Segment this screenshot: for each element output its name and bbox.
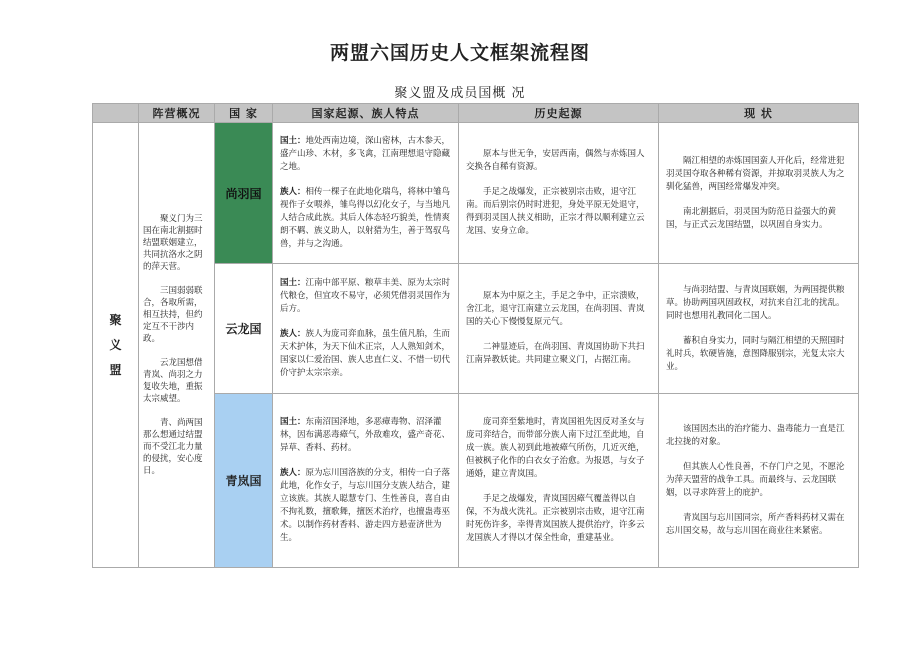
header-camp-overview: 阵营概况 bbox=[139, 104, 215, 123]
origin-cell bbox=[273, 394, 459, 568]
header-blank bbox=[93, 104, 139, 123]
country-name-yunlong: 云龙国 bbox=[215, 264, 273, 394]
alliance-overview-cell bbox=[139, 123, 215, 568]
overview-paragraph: 云龙国想借青岚、尚羽之力复收失地，重振太宗威望。 bbox=[143, 358, 203, 404]
history-paragraph: 手足之战爆发，青岚国因瘴气覆盖得以自保，不为战火洗礼。正宗被别宗击败，退守江南时死伤许多，幸得青岚国族人提供治疗，许多云龙国族人才得以才保全性命，重建基业。 bbox=[466, 494, 645, 543]
alliance-name-cell bbox=[93, 123, 139, 568]
header-history: 历史起源 bbox=[459, 104, 659, 123]
header-current-status: 现 状 bbox=[659, 104, 859, 123]
current-cell bbox=[659, 123, 859, 264]
origin-paragraph bbox=[280, 467, 451, 545]
country-name-qinglan: 青岚国 bbox=[215, 394, 273, 568]
alliance-table bbox=[92, 103, 859, 568]
origin-label: 族人： bbox=[280, 468, 306, 478]
origin-text: 原为忘川国洛族的分支，相传一白子落此地，化作女子，与忘川国分支族人结合，建立该族。其族人聪慧专门、生性善良，喜自由不拘礼数，擅歌舞，擅医术治疗，也擅蛊毒巫术。以制作药材香料、游走四方悬壶济世为生。 bbox=[280, 468, 451, 543]
alliance-name-char: 聚 bbox=[109, 312, 122, 327]
current-paragraph: 隔江相望的赤炼国国蛮人开化后，经常进犯羽灵国夺取各种稀有资源，并掠取羽灵族人为之驯化猛兽，两国经常爆发冲突。 bbox=[666, 155, 845, 192]
origin-text: 地处西南边境，深山密林，古木参天，盛产山珍、木材，多飞禽，江南理想退守隐藏之地。 bbox=[280, 136, 451, 172]
current-paragraph: 与尚羽结盟、与青岚国联姻，为两国提供粮草。协助两国巩固政权，对抗来自江北的扰乱。同时也想用礼教同化二国人。 bbox=[666, 284, 845, 321]
current-paragraph: 但其族人心性良善，不存门户之见，不愿沦为萍天盟营的战争工具。而最终与、云龙国联姻，以寻求阵营上的庇护。 bbox=[666, 462, 845, 498]
header-origin-traits: 国家起源、族人特点 bbox=[273, 104, 459, 123]
history-paragraph: 原本与世无争，安居西南，偶然与赤炼国人交换各自稀有资源。 bbox=[466, 149, 645, 172]
origin-paragraph bbox=[280, 328, 451, 380]
table-header-row bbox=[93, 104, 859, 123]
origin-paragraph bbox=[280, 186, 451, 251]
origin-label: 国土： bbox=[280, 136, 306, 146]
country-name-shangyu: 尚羽国 bbox=[215, 123, 273, 264]
overview-paragraph: 三国弱弱联合，各取所需，相互扶持，但约定互不干涉内政。 bbox=[143, 286, 203, 344]
header-country: 国 家 bbox=[215, 104, 273, 123]
current-paragraph: 南北割据后，羽灵国为防范日益强大的黄国，与正式云龙国结盟，以巩固自身实力。 bbox=[666, 206, 837, 230]
current-paragraph: 青岚国与忘川国同宗，所产香料药材又需在忘川国交易，故与忘川国在商业往来紧密。 bbox=[666, 513, 845, 536]
history-paragraph: 原本为中原之主，手足之争中，正宗溃败，舍江北，退守江南建立云龙国，在尚羽国、青岚国的关心下慢慢复原元气。 bbox=[466, 291, 645, 327]
history-cell bbox=[459, 394, 659, 568]
origin-cell bbox=[273, 123, 459, 264]
origin-text: 江南中部平原、粮草丰美、原为太宗时代粮仓，但宜攻不易守，必须凭借羽灵国作为后方。 bbox=[280, 278, 451, 314]
origin-paragraph bbox=[280, 416, 451, 455]
current-paragraph: 蓄积自身实力，同时与隔江相望的天照国时礼时兵，软硬皆施，意图降服别宗，光复太宗大业。 bbox=[666, 335, 845, 372]
overview-paragraph: 聚义门为三国在南北割据时结盟联姻建立，共同抗洛水之阴的萍天营。 bbox=[143, 214, 203, 272]
page-subtitle: 聚义盟及成员国概 况 bbox=[394, 86, 526, 101]
origin-paragraph bbox=[280, 277, 451, 316]
origin-label: 国土： bbox=[280, 417, 306, 427]
history-paragraph: 手足之战爆发，正宗被别宗击败，退守江南。而后别宗仍时时进犯，身处平原无处退守，得到羽灵国人挟义相助，正宗才得以顺利建立云龙国、安身立命。 bbox=[466, 187, 645, 236]
origin-label: 族人： bbox=[280, 187, 306, 197]
alliance-name-char: 盟 bbox=[109, 362, 122, 377]
history-paragraph: 二神显迹后，在尚羽国、青岚国协助下共扫江南异教妖徒。共同建立聚义门，占据江南。 bbox=[466, 342, 645, 365]
table-row bbox=[93, 123, 859, 264]
origin-text: 东南沼国泽地，多恶瘴毒物、沼泽灌林，因布满恶毒瘴气，外敌难攻，盛产奇花、异草、香料、药材。 bbox=[280, 417, 451, 453]
current-cell bbox=[659, 264, 859, 394]
history-cell bbox=[459, 264, 659, 394]
history-cell bbox=[459, 123, 659, 264]
origin-label: 族人： bbox=[280, 329, 306, 339]
current-paragraph: 该国因杰出的治疗能力、蛊毒能力一直是江北拉拢的对象。 bbox=[666, 424, 845, 447]
origin-paragraph bbox=[280, 135, 451, 174]
current-cell bbox=[659, 394, 859, 568]
origin-text: 族人为庞司弈血脉，虽生值凡胎，生而天术护体，为天下仙术正宗，人人熟知剑术，国家以仁爱治国、族人忠直仁义、不惜一切代价守护太宗宗亲。 bbox=[280, 329, 451, 378]
origin-cell bbox=[273, 264, 459, 394]
origin-text: 相传一棵子在此地化瑞鸟，将林中雏鸟视作子女喂养，雏鸟得以幻化女子，与当地凡人结合成此族。其后人体态轻巧貌美，性情爽朗不羁、族义助人，以射猎为生，善于驾驭鸟兽，并与之沟通。 bbox=[280, 187, 451, 249]
page-title: 两盟六国历史人文框架流程图 bbox=[329, 42, 590, 64]
alliance-name-char: 义 bbox=[109, 337, 122, 352]
overview-paragraph: 青、尚两国那么想通过结盟而不受江北力量的侵扰，安心度日。 bbox=[143, 418, 203, 476]
origin-label: 国土： bbox=[280, 278, 306, 288]
history-paragraph: 庞司弈至紫地时，青岚国祖先因反对圣女与庞司弈结合，而带部分族人南下过江至此地，自成一族。族人初到此地被瘴气所伤，几近灭绝，但被枫子化作的白衣女子治愈。为报恩，与女子通婚，建立青岚国。 bbox=[466, 417, 645, 479]
